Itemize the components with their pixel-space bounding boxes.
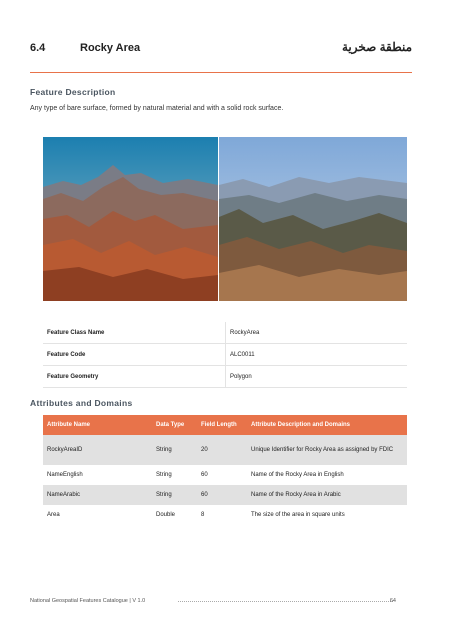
section-number: 6.4 xyxy=(30,42,46,54)
feature-info-row xyxy=(43,366,407,388)
rocky-mountain-photo-right xyxy=(219,137,407,301)
feature-info-label: Feature Code xyxy=(43,344,226,366)
feature-description-text: Any type of bare surface, formed by natural material and with a solid rock surface. xyxy=(30,105,284,112)
attribute-length: 20 xyxy=(197,435,247,465)
table-row xyxy=(43,485,407,505)
page-number: 64 xyxy=(389,598,396,604)
attribute-length: 8 xyxy=(201,512,205,518)
footer-dotted-leader xyxy=(178,601,393,602)
feature-info-value: RockyArea xyxy=(226,322,408,344)
table-row xyxy=(43,505,407,525)
feature-info-label: Feature Geometry xyxy=(43,366,226,388)
attribute-name: NameEnglish xyxy=(47,472,83,478)
attribute-description: Unique Identifier for Rocky Area as assigned by FDIC xyxy=(247,435,407,465)
rocky-mountain-photo-left xyxy=(43,137,218,301)
column-header: Attribute Name xyxy=(43,415,152,435)
attribute-description: Name of the Rocky Area in Arabic xyxy=(247,485,407,505)
feature-info-table xyxy=(43,322,407,388)
column-header: Data Type xyxy=(152,415,197,435)
attributes-heading: Attributes and Domains xyxy=(30,398,133,408)
column-header: Attribute Description and Domains xyxy=(247,415,407,435)
header-divider xyxy=(30,72,412,73)
arabic-title: منطقة صخرية xyxy=(341,40,412,54)
attribute-name: RockyAreaID xyxy=(43,435,152,465)
attribute-name: Area xyxy=(47,512,60,518)
page-footer xyxy=(30,598,412,604)
feature-info-value: Polygon xyxy=(226,366,408,388)
attribute-type: String xyxy=(152,435,197,465)
attribute-type: String xyxy=(152,485,197,505)
section-header xyxy=(30,42,412,58)
attribute-type: String xyxy=(156,472,172,478)
footer-version: V 1.0 xyxy=(132,598,146,604)
feature-info-row xyxy=(43,322,407,344)
section-title: Rocky Area xyxy=(80,42,141,54)
feature-info-label: Feature Class Name xyxy=(43,322,226,344)
attributes-table xyxy=(43,415,407,525)
column-header: Field Length xyxy=(197,415,247,435)
attributes-header-row xyxy=(43,415,407,435)
attribute-name: NameArabic xyxy=(43,485,152,505)
footer-catalogue: National Geospatial Features Catalogue xyxy=(30,598,128,604)
attribute-description: The size of the area in square units xyxy=(251,512,345,518)
attribute-length: 60 xyxy=(197,485,247,505)
attribute-description: Name of the Rocky Area in English xyxy=(251,472,344,478)
footer-separator: | xyxy=(129,598,131,604)
table-row xyxy=(43,435,407,465)
attribute-length: 60 xyxy=(201,472,208,478)
table-row xyxy=(43,465,407,485)
feature-info-row xyxy=(43,344,407,366)
feature-info-value: ALC0011 xyxy=(226,344,408,366)
feature-description-heading: Feature Description xyxy=(30,87,116,97)
attribute-type: Double xyxy=(156,512,176,518)
